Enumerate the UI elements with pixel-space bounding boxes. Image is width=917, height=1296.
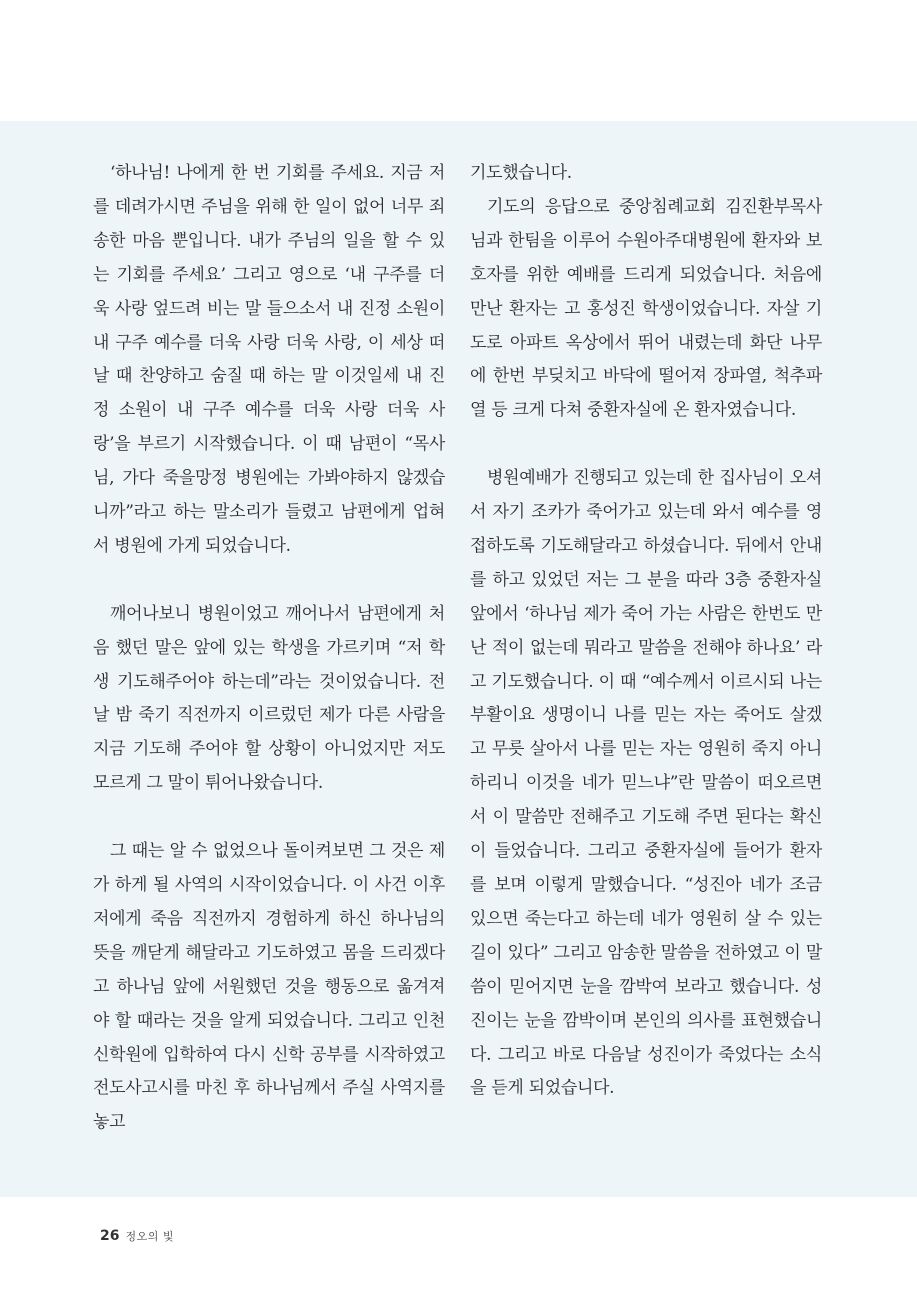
article-paragraph: ‘하나님! 나에게 한 번 기회를 주세요. 지금 저를 데려가시면 주님을 위해 한 일이 없어 너무 죄송한 마음 뿐입니다. 내가 주님의 일을 할 수 있는 기회를 주세요’ 그리고 영으로 ‘내 구주를 더욱 사랑 엎드려 비는 말 들으소서 내 진정 소원이 내 구주 예수를 더욱 사랑 더욱 사랑, 이 세상 떠날 때 찬양하고 숨질 때 하는 말 이것일세 내 진정 소원이 내 구주 예수를 더욱 사랑 더욱 사랑’을 부르기 시작했습니다. 이 때 남편이 “목사님, 가다 죽을망정 병원에는 가봐야하지 않겠습니까”라고 하는 말소리가 들렸고 남편에게 업혀서 병원에 가게 되었습니다. — [93, 163, 445, 556]
article-paragraph: 깨어나보니 병원이었고 깨어나서 남편에게 처음 했던 말은 앞에 있는 학생을 가르키며 “저 학생 기도해주어야 하는데”라는 것이었습니다. 전날 밤 죽기 직전까지 이르렀던 제가 다른 사람을 지금 기도해 주어야 할 상황이 아니었지만 저도 모르게 그 말이 튀어나왔습니다. — [93, 603, 445, 794]
page-footer — [100, 1228, 174, 1244]
article-column-left — [93, 157, 445, 1140]
article-paragraph: 병원예배가 진행되고 있는데 한 집사님이 오셔서 자기 조카가 죽어가고 있는데 와서 예수를 영접하도록 기도해달라고 하셨습니다. 뒤에서 안내를 하고 있었던 저는 그 분을 따라 3층 중환자실 앞에서 ‘하나님 제가 죽어 가는 사람은 한번도 만난 적이 없는데 뭐라고 말씀을 전해야 하나요’ 라고 기도했습니다. 이 때 “예수께서 이르시되 나는 부활이요 생명이니 나를 믿는 자는 죽어도 살겠고 무릇 살아서 나를 믿는 자는 영원히 죽지 아니하리니 이것을 네가 믿느냐”란 말씀이 떠오르면서 이 말씀만 전해주고 기도해 주면 된다는 확신이 들었습니다. 그리고 중환자실에 들어가 환자를 보며 이렇게 말했습니다. “성진아 네가 조금 있으면 죽는다고 하는데 네가 영원히 살 수 있는 길이 있다” 그리고 암송한 말씀을 전하였고 이 말씀이 믿어지면 눈을 깜박여 보라고 했습니다. 성진이는 눈을 깜박이며 본인의 의사를 표현했습니다. 그리고 바로 다음날 성진이가 죽었다는 소식을 듣게 되었습니다. — [470, 468, 822, 1099]
magazine-title: 정오의 빛 — [125, 1230, 174, 1243]
article-column-right — [470, 157, 822, 1106]
page-number: 26 — [100, 1228, 120, 1244]
article-paragraph: 기도의 응답으로 중앙침례교회 김진환부목사님과 한팀을 이루어 수원아주대병원에 환자와 보호자를 위한 예배를 드리게 되었습니다. 처음에 만난 환자는 고 홍성진 학생이었습니다. 자살 기도로 아파트 옥상에서 뛰어 내렸는데 화단 나무에 한번 부딪치고 바닥에 떨어져 장파열, 척추파열 등 크게 다쳐 중환자실에 온 환자였습니다. — [470, 196, 822, 421]
article-paragraph: 그 때는 알 수 없었으나 돌이켜보면 그 것은 제가 하게 될 사역의 시작이었습니다. 이 사건 이후 저에게 죽음 직전까지 경험하게 하신 하나님의 뜻을 깨닫게 해달라고 기도하였고 몸을 드리겠다고 하나님 앞에 서원했던 것을 행동으로 옮겨져야 할 때라는 것을 알게 되었습니다. 그리고 인천신학원에 입학하여 다시 신학 공부를 시작하였고 전도사고시를 마친 후 하나님께서 주실 사역지를 놓고 — [93, 841, 445, 1133]
article-paragraph: 기도했습니다. — [470, 163, 572, 183]
